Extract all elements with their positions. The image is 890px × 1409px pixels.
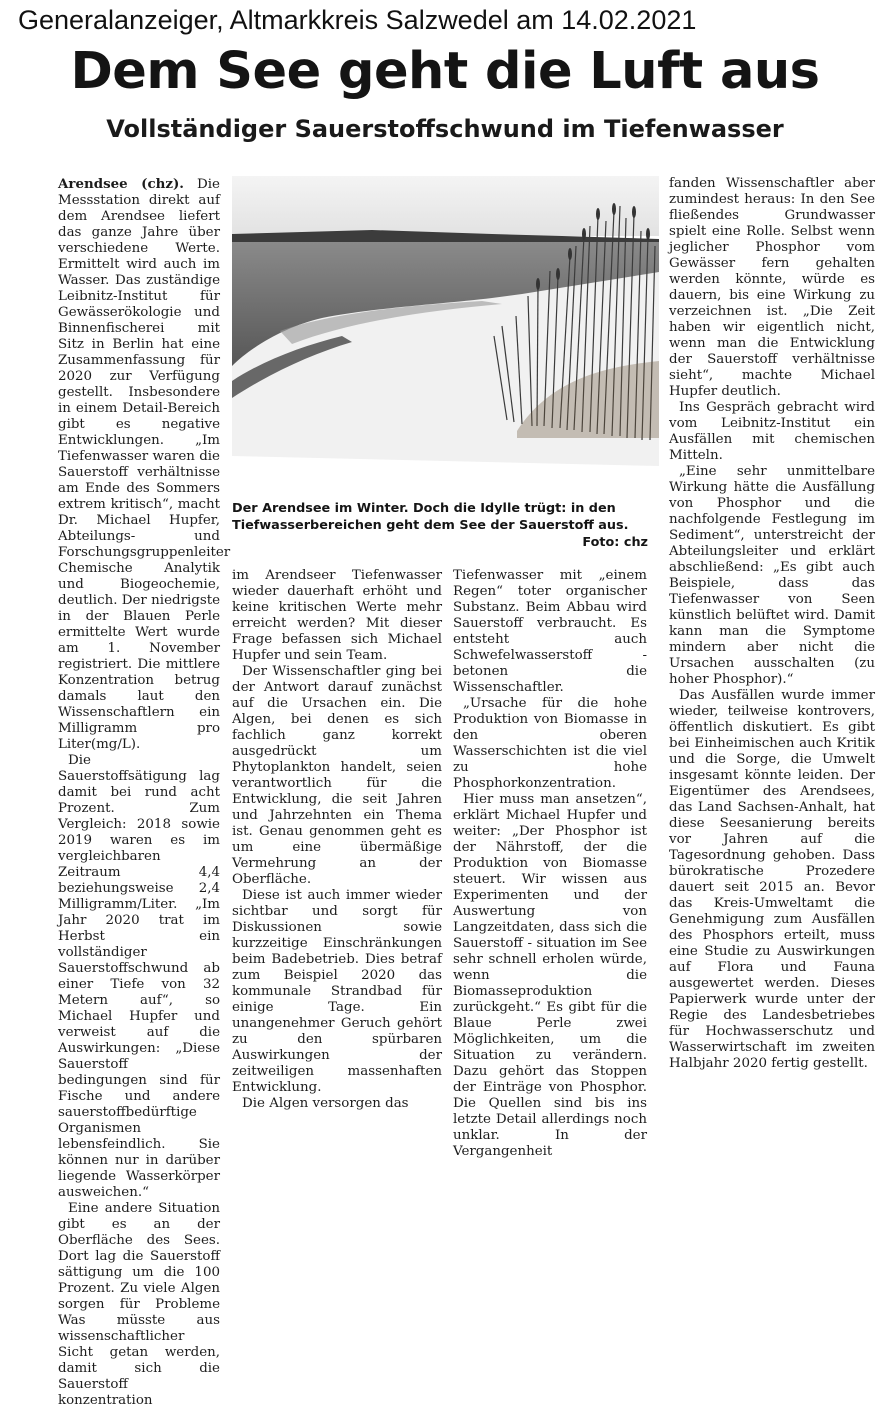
article-paragraph: Diese ist auch immer wieder sichtbar und sorgt für Diskussionen sowie kurzzeitige Einschränkungen beim Badebetrieb. Dies betraf zum Beispiel 2020 das kommunale Strandbad für einige Tage. Ein unangenehmer Geruch gehört zu den spürbaren Auswirkungen der zeitweiligen massenhaften Entwicklung.: [232, 888, 442, 1095]
article-paragraph: „Ursache für die hohe Produktion von Biomasse in den oberen Wasserschichten ist die viel zu hohe Phosphorkonzentration.: [453, 696, 647, 791]
article-column-3: [453, 568, 647, 1159]
lake-winter-photo: [232, 176, 659, 466]
headline: Dem See geht die Luft aus: [70, 42, 820, 101]
article-paragraph: Eine andere Situation gibt es an der Oberfläche des Sees. Dort lag die Sauerstoff sättigung um die 100 Prozent. Zu viele Algen sorgen für Probleme Was müsste aus wissenschaftlicher Sicht getan werden, damit sich die Sauerstoff konzentration: [58, 1201, 220, 1408]
dateline: Arendsee (chz).: [58, 176, 184, 192]
article-column-1: [58, 176, 231, 1408]
source-line: Generalanzeiger, Altmarkkreis Salzwedel am 14.02.2021: [18, 5, 697, 35]
article-paragraph: Die Sauerstoffsätigung lag damit bei rund acht Prozent. Zum Vergleich: 2018 sowie 2019 waren es im vergleichbaren Zeitraum 4,4 beziehungsweise 2,4 Milligramm/Liter. „Im Jahr 2020 trat im Herbst ein vollständiger Sauerstoffschwund ab einer Tiefe von 32 Metern auf“, so Michael Hupfer und verweist auf die Auswirkungen: „Diese Sauerstoff bedingungen sind für Fische und andere sauerstoffbedürftige Organismen lebensfeindlich. Sie können nur in darüber liegende Wasserkörper ausweichen.“: [58, 753, 220, 1200]
article-paragraph: „Eine sehr unmittelbare Wirkung hätte die Ausfällung von Phosphor und die nachfolgende Festlegung im Sediment“, unterstreicht der Abteilungsleiter und erklärt abschließend: „Es gibt auch Beispiele, dass das Tiefenwasser von Seen künstlich belüftet wird. Damit kann man die Symptome mindern aber nicht die Ursachen ausschalten (zu hoher Phosphor).“: [669, 464, 875, 687]
article-paragraph: im Arendseer Tiefenwasser wieder dauerhaft erhöht und keine kritischen Werte mehr erreicht werden? Mit dieser Frage befassen sich Michael Hupfer und sein Team.: [232, 568, 442, 663]
article-paragraph: fanden Wissenschaftler aber zumindest heraus: In den See fließendes Grundwasser spielt eine Rolle. Selbst wenn jeglicher Phosphor vom Gewässer fern gehalten werden könnte, würde es dauern, bis eine Wirkung zu verzeichnen ist. „Die Zeit haben wir eigentlich nicht, wenn man die Entwicklung der Sauerstoff verhältnisse sieht“, machte Michael Hupfer deutlich.: [669, 176, 875, 399]
photo-caption: Der Arendsee im Winter. Doch die Idylle trügt: in den Tiefwasserbereichen geht dem See der Sauerstoff aus.: [232, 501, 629, 533]
paragraph-text: Die Messstation direkt auf dem Arendsee liefert das ganze Jahre über verschiedene Werte. Ermittelt wird auch im Wasser. Das zuständige Leibnitz-Institut für Gewässerökologie und Binnenfischerei mit Sitz in Berlin hat eine Zusammenfassung für 2020 zur Verfügung gestellt. Insbesondere in einem Detail-Bereich gibt es negative Entwicklungen. „Im Tiefenwasser waren die Sauerstoff verhältnisse am Ende des Sommers extrem kritisch“, macht Dr. Michael Hupfer, Abteilungs- und Forschungsgruppenleiter Chemische Analytik und Biogeochemie, deutlich. Der niedrigste in der Blauen Perle ermittelte Wert wurde am 1. November registriert. Die mittlere Konzentration betrug damals laut den Wissenschaftlern ein Milligramm pro Liter(mg/L).: [58, 177, 231, 752]
article-paragraph: Der Wissenschaftler ging bei der Antwort darauf zunächst auf die Ursachen ein. Die Algen, bei denen es sich fachlich ganz korrekt ausgedrückt um Phytoplankton handelt, seien verantwortlich für die Entwicklung, die seit Jahren und Jahrzehnten ein Thema ist. Genau genommen geht es um eine übermäßige Vermehrung an der Oberfläche.: [232, 664, 442, 887]
article-paragraph: Ins Gespräch gebracht wird vom Leibnitz-Institut ein Ausfällen mit chemischen Mitteln.: [669, 400, 875, 463]
article-column-4: [669, 176, 875, 1072]
article-paragraph: Das Ausfällen wurde immer wieder, teilweise kontrovers, öffentlich diskutiert. Es gibt bei Einheimischen auch Kritik und die Sorge, die Umwelt insgesamt könnte leiden. Der Eigentümer des Arendsees, das Land Sachsen-Anhalt, hat diese Seesanierung bereits vor Jahren auf die Tagesordnung gehoben. Dass bürokratische Prozedere dauert seit 2015 an. Bevor das Kreis-Umweltamt die Genehmigung zum Ausfällen des Phosphors erteilt, muss eine Studie zu Auswirkungen auf Flora und Fauna ausgewertet werden. Dieses Papierwerk wurde unter der Regie des Landesbetriebes für Hochwasserschutz und Wasserwirtschaft im zweiten Halbjahr 2020 fertig gestellt.: [669, 688, 875, 1071]
article-paragraph: Die Algen versorgen das: [242, 1096, 409, 1111]
article-paragraph: Hier muss man ansetzen“, erklärt Michael Hupfer und weiter: „Der Phosphor ist der Nährstoff, der die Produktion von Biomasse steuert. Wir wissen aus Experimenten und der Auswertung von Langzeitdaten, dass sich die Sauerstoff - situation im See sehr schnell erholen würde, wenn die Biomasseproduktion zurückgeht.“ Es gibt für die Blaue Perle zwei Möglichkeiten, um die Situation zu verändern. Dazu gehört das Stoppen der Einträge von Phosphor. Die Quellen sind bis ins letzte Detail allerdings noch unklar. In der Vergangenheit: [453, 792, 647, 1159]
article-paragraph: Tiefenwasser mit „einem Regen“ toter organischer Substanz. Beim Abbau wird Sauerstoff verbraucht. Es entsteht auch Schwefelwasserstoff - betonen die Wissenschaftler.: [453, 568, 647, 695]
article-paragraph: [58, 176, 231, 753]
subheadline: Vollständiger Sauerstoffschwund im Tiefenwasser: [106, 115, 784, 143]
photo-credit: Foto: chz: [582, 535, 648, 550]
article-column-2: [232, 568, 442, 1111]
